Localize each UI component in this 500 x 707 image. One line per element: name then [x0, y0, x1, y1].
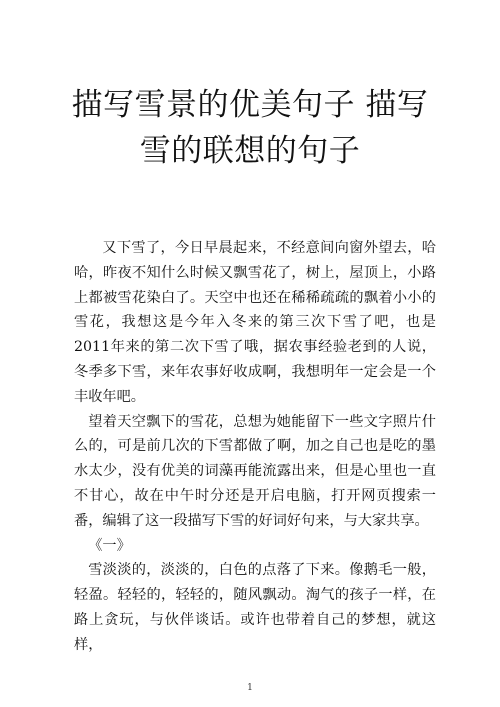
paragraph-2: 望着天空飘下的雪花，总想为她能留下一些文字照片什么的，可是前几次的下雪都做了啊，加之自己也是吃的墨水太少，没有优美的词藻再能流露出来，但是心里也一直不甘心，故在中午时分还是开启电脑，打开网页搜索一番，编辑了这一段描写下雪的好词好句来，与大家共享。 [74, 413, 436, 529]
title-line-1: 描写雪景的优美句子 描写 [71, 87, 429, 123]
page-number: 1 [247, 683, 253, 693]
section-heading: 《一》 [88, 537, 131, 554]
document-title [60, 82, 440, 174]
paragraph-1: 又下雪了，今日早晨起来，不经意间向窗外望去，哈哈，昨夜不知什么时候又飘雪花了，树上，屋顶上，小路上都被雪花染白了。天空中也还在稀稀疏疏的飘着小小的雪花，我想这是今年入冬来的第三次下雪了吧，也是2011年来的第二次下雪了哦，据农事经验老到的人说，冬季多下雪，来年农事好收成啊，我想明年一定会是一个丰收年吧。 [74, 240, 436, 405]
document-body [74, 236, 436, 658]
title-line-2: 雪的联想的句子 [139, 133, 361, 169]
paragraph-3: 雪淡淡的，淡淡的，白色的点落了下来。像鹅毛一般，轻盈。轻轻的，轻轻的，随风飘动。淘气的孩子一样，在路上贪玩，与伙伴谈话。或许也带着自己的梦想，就这样， [74, 562, 436, 653]
